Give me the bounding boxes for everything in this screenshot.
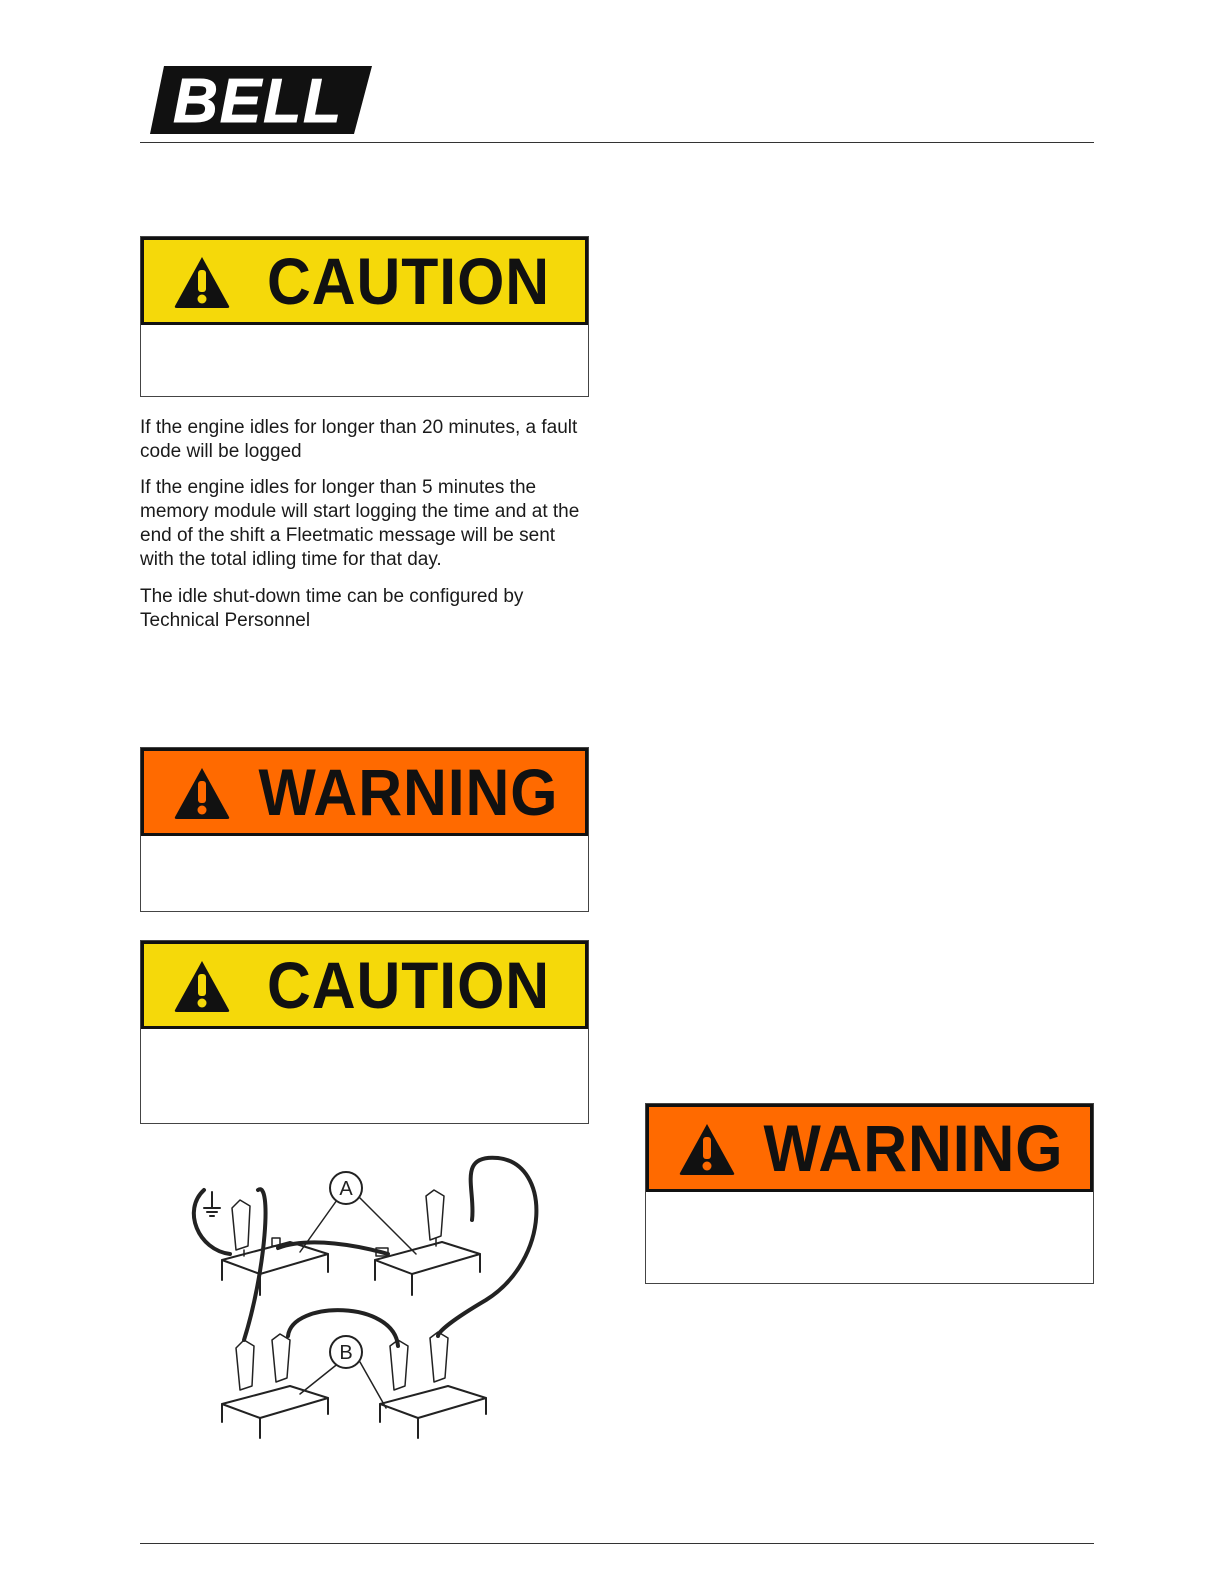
warning-header (141, 748, 588, 836)
battery-top-right (375, 1242, 480, 1295)
logo-text: BELL (173, 67, 343, 136)
terminal-posts (272, 1238, 388, 1256)
caution-header (141, 941, 588, 1029)
callout-a-label: A (339, 1178, 353, 1200)
ground-icon (204, 1192, 220, 1216)
warning-word: WARNING (763, 1111, 1064, 1185)
callout-leaders (300, 1198, 416, 1408)
callout-b (330, 1336, 362, 1368)
caution-word: CAUTION (266, 244, 551, 318)
paragraph-idle-config: The idle shut-down time can be configured by Technical Personnel (140, 586, 524, 631)
battery-bottom-right (380, 1386, 486, 1438)
warning-label-1 (140, 747, 589, 912)
battery-jump-cables-illustration (180, 1150, 550, 1440)
caution-word: CAUTION (266, 948, 551, 1022)
warning-triangle-icon (172, 958, 232, 1014)
paragraph-idle-logging: If the engine idles for longer than 5 minutes the memory module will start logging the time and at the end of the shift a Fleetmatic message will be sent with the total idling time for that day. (140, 477, 580, 570)
footer-rule (140, 1543, 1094, 1544)
paragraph-fault-code: If the engine idles for longer than 20 minutes, a fault code will be logged (140, 417, 578, 462)
battery-bottom-left (222, 1386, 328, 1438)
callout-a (330, 1172, 362, 1204)
warning-label-2 (645, 1103, 1094, 1284)
caution-header (141, 237, 588, 325)
caution-label-1 (140, 236, 589, 397)
warning-triangle-icon (172, 254, 232, 310)
jumper-cables (194, 1158, 537, 1346)
header-rule (140, 142, 1094, 143)
caution-label-2 (140, 940, 589, 1124)
warning-header (646, 1104, 1093, 1192)
callout-b-label: B (339, 1342, 353, 1364)
warning-word: WARNING (258, 755, 559, 829)
warning-triangle-icon (677, 1121, 737, 1177)
bell-logo (150, 64, 372, 136)
warning-triangle-icon (172, 765, 232, 821)
